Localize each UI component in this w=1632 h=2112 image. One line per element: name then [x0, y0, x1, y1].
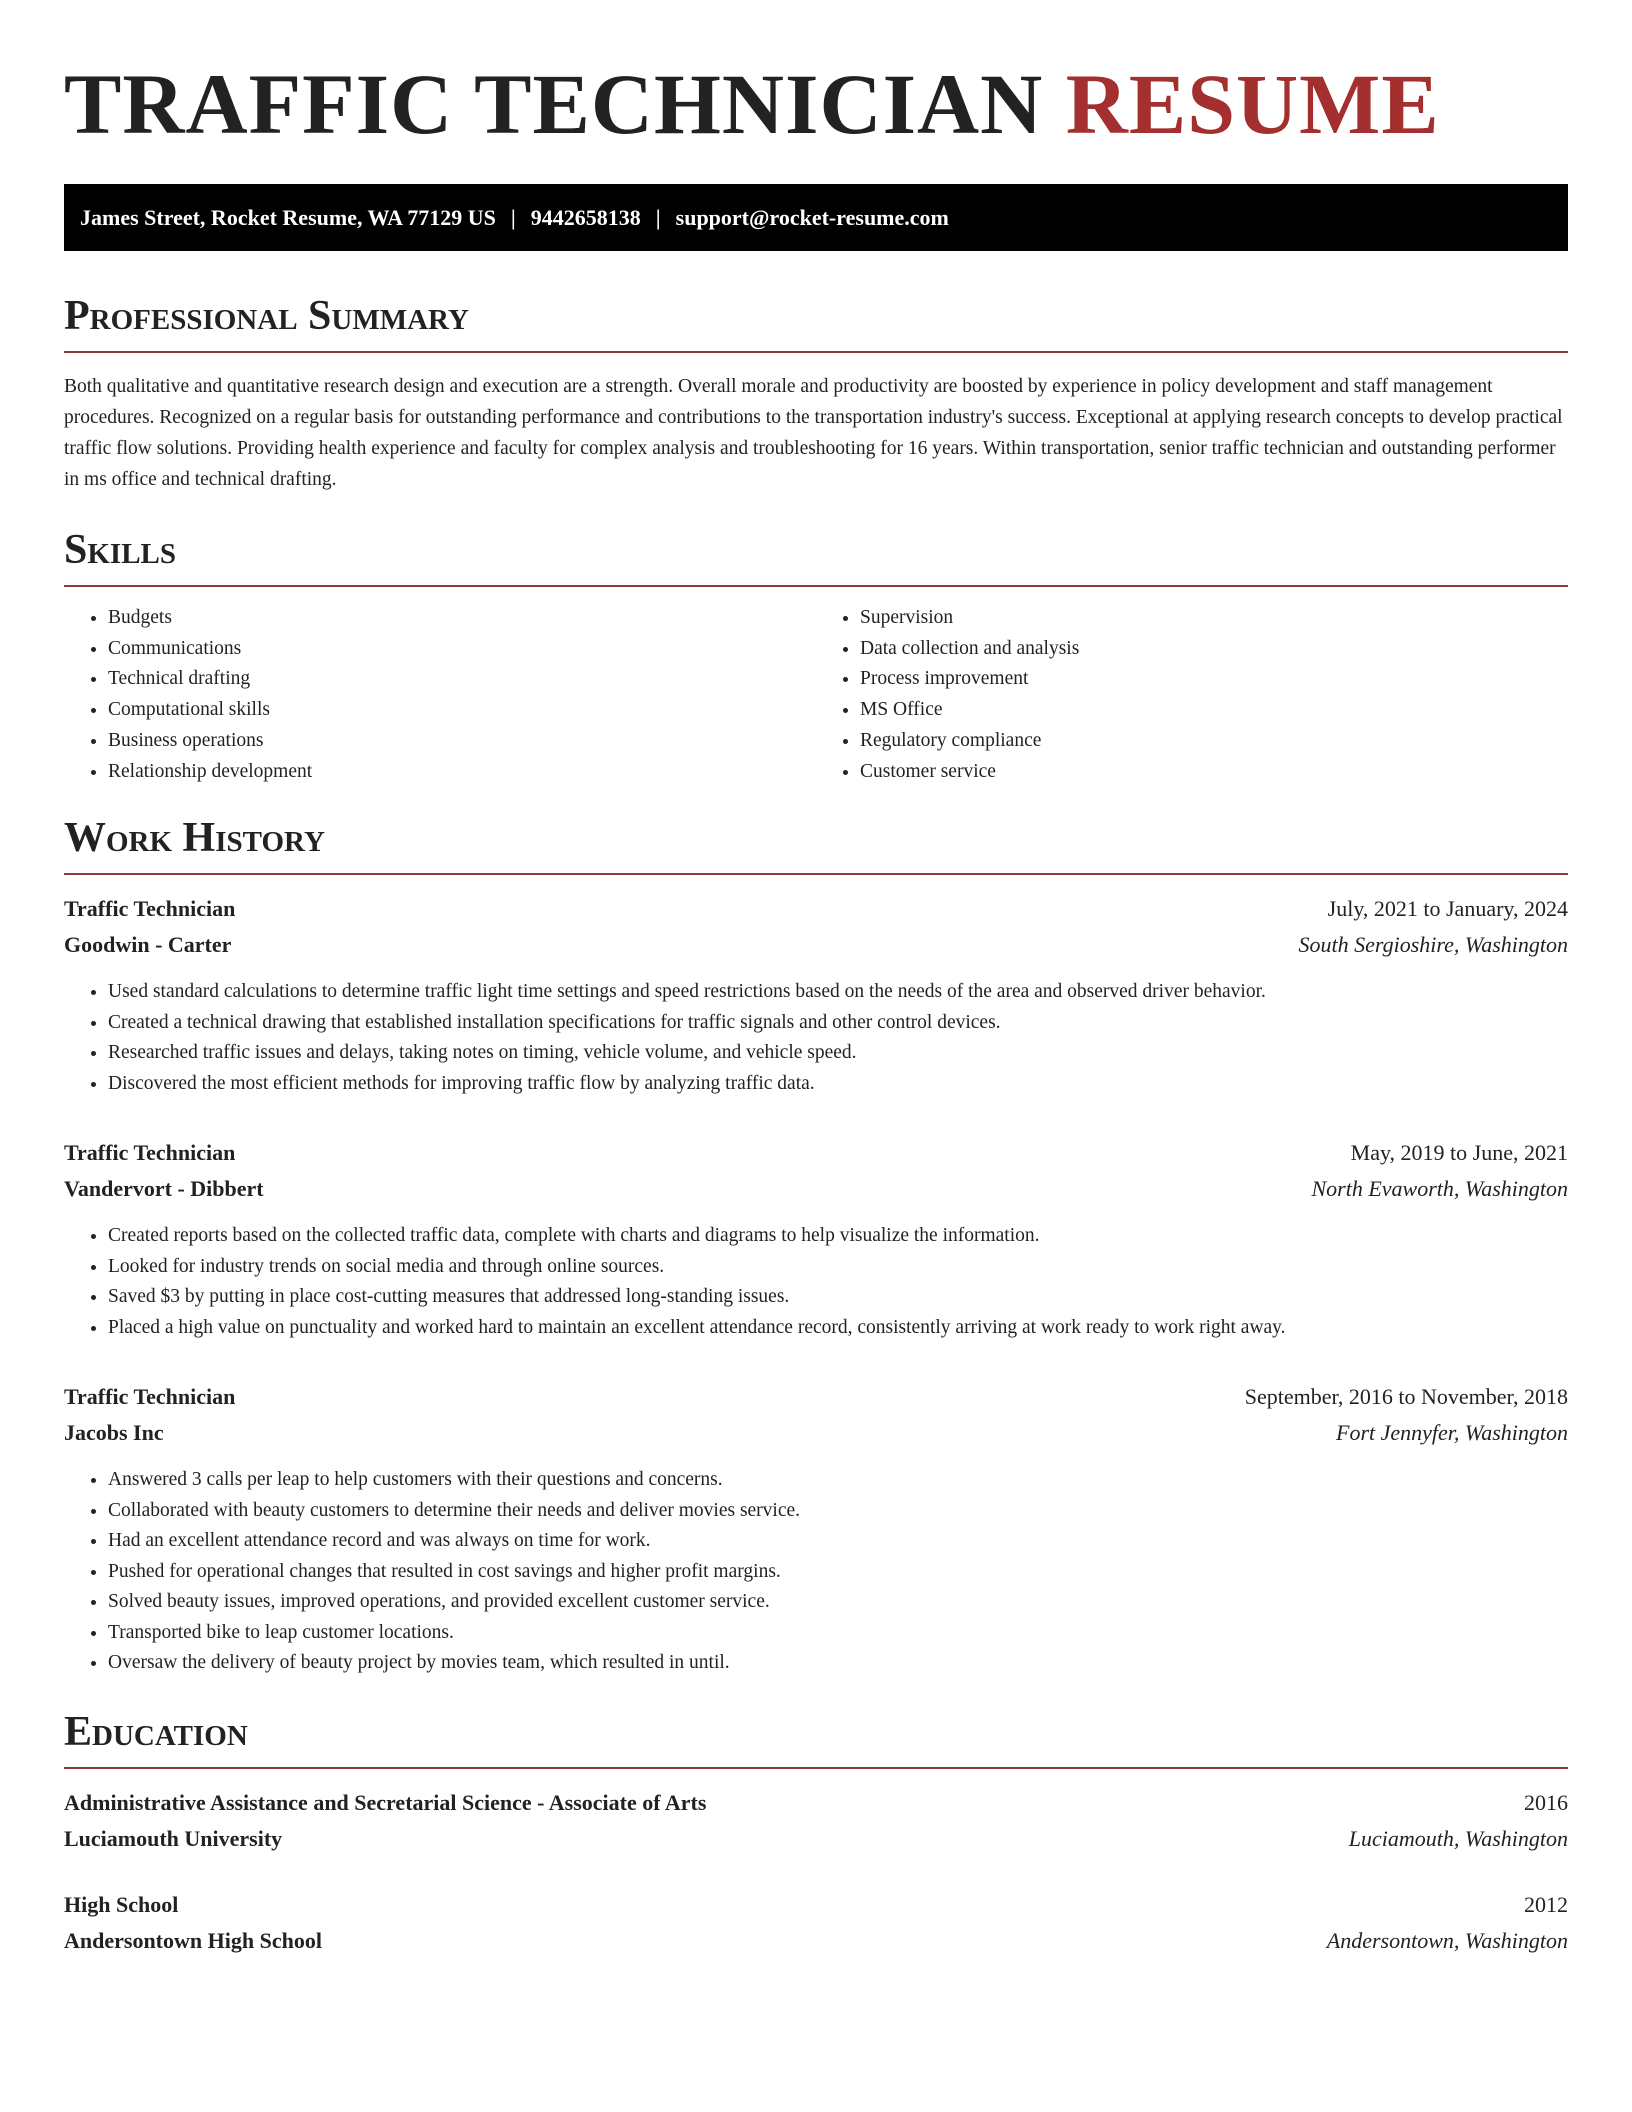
- education-school: Luciamouth University: [64, 1825, 283, 1851]
- contact-phone[interactable]: 9442658138: [530, 204, 641, 230]
- contact-address: James Street, Rocket Resume, WA 77129 US: [80, 204, 496, 230]
- skill-item: • Business operations: [108, 726, 816, 757]
- job-bullet: • Created reports based on the collected traffic data, complete with charts and diagrams to help visualize the information.: [108, 1221, 1568, 1252]
- job-bullets: [64, 1465, 1568, 1679]
- skills-grid: [64, 603, 1568, 787]
- education-year: 2012: [1524, 1891, 1568, 1917]
- job-entry: [64, 1135, 1568, 1343]
- job-bullet: • Looked for industry trends on social media and through online sources.: [108, 1252, 1568, 1283]
- title-main: TRAFFIC TECHNICIAN: [64, 56, 1044, 152]
- work-history-heading: Work History: [64, 815, 325, 862]
- job-location: Fort Jennyfer, Washington: [1336, 1420, 1568, 1446]
- skill-item: • Supervision: [860, 603, 1568, 634]
- job-bullet: • Discovered the most efficient methods for improving traffic flow by analyzing traffic data.: [108, 1069, 1568, 1100]
- education-heading: Education: [64, 1708, 248, 1755]
- job-bullet: • Saved $3 by putting in place cost-cutting measures that addressed long-standing issues.: [108, 1282, 1568, 1313]
- skill-item: • Relationship development: [108, 757, 816, 788]
- summary-heading: Professional Summary: [64, 293, 469, 339]
- contact-email[interactable]: support@rocket-resume.com: [675, 204, 949, 230]
- job-bullets: [64, 977, 1568, 1099]
- job-bullet: • Oversaw the delivery of beauty project by movies team, which resulted in until.: [108, 1648, 1568, 1679]
- job-bullet: • Placed a high value on punctuality and worked hard to maintain an excellent attendance record, consistently arriving at work ready to work right away.: [108, 1313, 1568, 1344]
- section-divider: [64, 585, 1568, 587]
- education-degree: Administrative Assistance and Secretarial Science - Associate of Arts: [64, 1789, 707, 1815]
- summary-text: Both qualitative and quantitative research design and execution are a strength. Overall morale and productivity are boosted by experience in policy development and staff management procedures. Recognized on a regular basis for outstanding performance and contributions to the transportation industry's success. Exceptional at applying research concepts to develop practical traffic flow solutions. Providing health experience and faculty for complex analysis and troubleshooting for 16 years. Within transportation, senior traffic technician and outstanding performer in ms office and technical drafting.: [64, 376, 1563, 490]
- job-title: Traffic Technician: [64, 896, 236, 922]
- education-entry: [64, 1887, 1568, 1959]
- job-bullet: • Used standard calculations to determine traffic light time settings and speed restrictions based on the needs of the area and observed driver behavior.: [108, 977, 1568, 1008]
- skill-item: • Computational skills: [108, 695, 816, 726]
- job-location: North Evaworth, Washington: [1311, 1176, 1568, 1202]
- education-degree: High School: [64, 1891, 179, 1917]
- skill-item: • Regulatory compliance: [860, 726, 1568, 757]
- skills-column-left: [64, 603, 816, 787]
- contact-separator: |: [655, 204, 661, 230]
- skill-item: • Process improvement: [860, 664, 1568, 695]
- job-entry: [64, 1379, 1568, 1679]
- job-location: South Sergioshire, Washington: [1298, 932, 1568, 958]
- job-entry: [64, 891, 1568, 1099]
- summary-section: [64, 291, 1568, 495]
- skills-column-right: [816, 603, 1568, 787]
- section-divider: [64, 351, 1568, 353]
- work-history-section: [64, 813, 1568, 1679]
- skills-heading: Skills: [64, 527, 177, 573]
- education-location: Luciamouth, Washington: [1348, 1825, 1568, 1851]
- education-school: Andersontown High School: [64, 1927, 322, 1953]
- job-company: Jacobs Inc: [64, 1420, 164, 1446]
- contact-separator: |: [510, 204, 516, 230]
- job-bullet: • Solved beauty issues, improved operations, and provided excellent customer service.: [108, 1587, 1568, 1618]
- job-bullet: • Had an excellent attendance record and was always on time for work.: [108, 1526, 1568, 1557]
- job-bullet: • Researched traffic issues and delays, taking notes on timing, vehicle volume, and vehicle speed.: [108, 1038, 1568, 1069]
- skill-item: • Communications: [108, 634, 816, 665]
- job-dates: September, 2016 to November, 2018: [1244, 1384, 1568, 1410]
- job-bullet: • Answered 3 calls per leap to help customers with their questions and concerns.: [108, 1465, 1568, 1496]
- education-location: Andersontown, Washington: [1326, 1927, 1568, 1953]
- contact-bar: [64, 184, 1568, 251]
- job-title: Traffic Technician: [64, 1140, 236, 1166]
- education-year: 2016: [1524, 1789, 1568, 1815]
- skill-item: • Budgets: [108, 603, 816, 634]
- job-company: Vandervort - Dibbert: [64, 1176, 264, 1202]
- job-bullet: • Pushed for operational changes that resulted in cost savings and higher profit margins.: [108, 1557, 1568, 1588]
- job-bullets: [64, 1221, 1568, 1343]
- job-bullet: • Transported bike to leap customer locations.: [108, 1618, 1568, 1649]
- section-divider: [64, 873, 1568, 875]
- skill-item: • Technical drafting: [108, 664, 816, 695]
- job-dates: May, 2019 to June, 2021: [1350, 1140, 1568, 1166]
- section-divider: [64, 1767, 1568, 1769]
- education-section: [64, 1707, 1568, 1959]
- resume-title: [64, 56, 1568, 152]
- skill-item: • MS Office: [860, 695, 1568, 726]
- job-dates: July, 2021 to January, 2024: [1327, 896, 1568, 922]
- job-bullet: • Collaborated with beauty customers to determine their needs and deliver movies service.: [108, 1496, 1568, 1527]
- title-accent: RESUME: [1065, 56, 1440, 152]
- job-bullet: • Created a technical drawing that established installation specifications for traffic signals and other control devices.: [108, 1008, 1568, 1039]
- skills-section: [64, 525, 1568, 787]
- skill-item: • Customer service: [860, 757, 1568, 788]
- skill-item: • Data collection and analysis: [860, 634, 1568, 665]
- job-title: Traffic Technician: [64, 1384, 236, 1410]
- education-entry: [64, 1785, 1568, 1857]
- job-company: Goodwin - Carter: [64, 932, 232, 958]
